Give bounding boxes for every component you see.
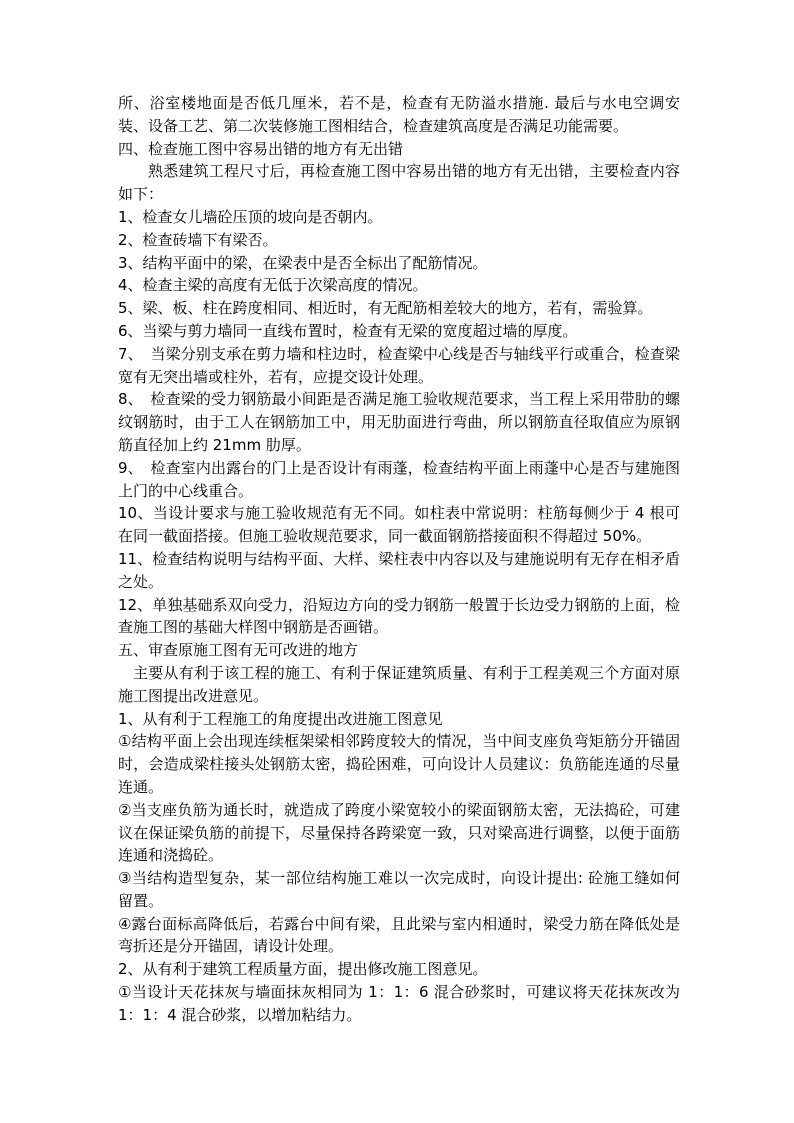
list-item-6: 6、当梁与剪力墙同一直线布置时，检查有无梁的宽度超过墙的厚度。 (118, 321, 578, 340)
list-item-11: 11、检查结构说明与结构平面、大样、梁柱表中内容以及与建施说明有无存在相矛盾之处。 (118, 549, 680, 591)
circled-item-4: ④露台面标高降低后，若露台中间有梁，且此梁与室内相通时，梁受力筋在降低处是弯折还是分开锚固，请设计处理。 (118, 914, 680, 956)
list-item-5: 5、梁、板、柱在跨度相同、相近时，有无配筋相差较大的地方，若有，需验算。 (118, 299, 653, 318)
list-item-9: 9、 检查室内出露台的门上是否设计有雨蓬，检查结构平面上雨蓬中心是否与建施图上门的中心线重合。 (118, 458, 680, 500)
list-item-1: 1、检查女儿墙砼压顶的坡向是否朝内。 (118, 207, 383, 226)
list-item-7: 7、 当梁分别支承在剪力墙和柱边时，检查梁中心线是否与轴线平行或重合，检查梁宽有无突出墙或柱外，若有，应提交设计处理。 (118, 344, 680, 386)
circled-item-2-1: ①当设计天花抹灰与墙面抹灰相同为 1：1：6 混合砂浆时，可建议将天花抹灰改为 1：1：4 混合砂浆，以增加粘结力。 (118, 983, 680, 1024)
section-heading-5: 五、审查原施工图有无可改进的地方 (118, 641, 359, 660)
paragraph-intro-4: 熟悉建筑工程尺寸后，再检查施工图中容易出错的地方有无出错，主要检查内容如下： (118, 162, 680, 204)
list-item-12: 12、单独基础系双向受力，沿短边方向的受力钢筋一般置于长边受力钢筋的上面，检查施工图的基础大样图中钢筋是否画错。 (118, 595, 680, 637)
list-item-3: 3、结构平面中的梁，在梁表中是否全标出了配筋情况。 (118, 253, 488, 272)
subsection-heading-2: 2、从有利于建筑工程质量方面，提出修改施工图意见。 (118, 960, 488, 979)
paragraph-intro-5: 主要从有利于该工程的施工、有利于保证建筑质量、有利于工程美观三个方面对原施工图提出改进意见。 (118, 663, 680, 705)
circled-item-1: ①结构平面上会出现连续框架梁相邻跨度较大的情况，当中间支座负弯矩筋分开锚固时，会造成梁柱接头处钢筋太密，捣砼困难，可向设计人员建议：负筋能连通的尽量连通。 (118, 732, 680, 796)
list-item-4: 4、检查主梁的高度有无低于次梁高度的情况。 (118, 276, 428, 295)
paragraph-1: 所、浴室楼地面是否低几厘米，若不是，检查有无防溢水措施. 最后与水电空调安装、设备工艺、第二次装修施工图相结合，检查建筑高度是否满足功能需要。 (118, 94, 680, 135)
list-item-8: 8、 检查梁的受力钢筋最小间距是否满足施工验收规范要求，当工程上采用带肋的螺纹钢筋时，由于工人在钢筋加工中，用无肋面进行弯曲，所以钢筋直径取值应为原钢筋直径加上约 21mm 肋厚。 (118, 390, 680, 454)
section-heading-4: 四、检查施工图中容易出错的地方有无出错 (118, 139, 404, 158)
circled-item-3: ③当结构造型复杂，某一部位结构施工难以一次完成时，向设计提出: 砼施工缝如何留置。 (118, 869, 680, 910)
subsection-heading-1: 1、从有利于工程施工的角度提出改进施工图意见 (118, 709, 443, 728)
circled-item-2: ②当支座负筋为通长时，就造成了跨度小梁宽较小的梁面钢筋太密，无法捣砼，可建议在保证梁负筋的前提下，尽量保持各跨梁宽一致，只对梁高进行调整，以便于面筋连通和浇捣砼。 (118, 800, 680, 865)
list-item-10: 10、当设计要求与施工验收规范有无不同。如柱表中常说明：柱筋每侧少于 4 根可在同一截面搭接。但施工验收规范要求，同一截面钢筋搭接面积不得超过 50%。 (118, 504, 680, 546)
list-item-2: 2、检查砖墙下有梁否。 (118, 230, 278, 249)
document-body (118, 92, 680, 1027)
